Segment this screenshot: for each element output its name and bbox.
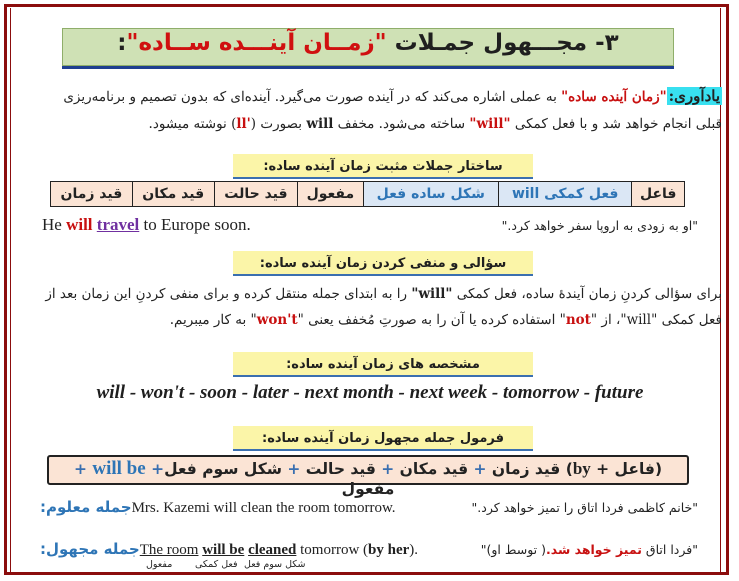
passive-object: The room xyxy=(139,542,199,558)
title-colon: : xyxy=(117,30,127,56)
cell-object: مفعول xyxy=(298,182,363,207)
cell-adverb-manner: قید حالت xyxy=(214,182,298,207)
under-verb: شکل سوم فعل xyxy=(244,559,306,570)
f-will-be: will be xyxy=(92,458,146,479)
positive-example-en xyxy=(42,215,251,235)
f-plus-5: + xyxy=(73,460,87,478)
q-text-2b: " استفاده کرده یا آن را به صورتِ مُخفف یعنی " xyxy=(297,312,566,328)
reminder-text-2a: قبلی انجام خواهد شد و با فعل کمکی xyxy=(510,116,722,132)
ex-en-a: He xyxy=(42,215,67,234)
passive-tail: tomorrow ( xyxy=(296,542,369,558)
formula-heading: فرمول جمله مجهول زمان آینده ساده: xyxy=(262,431,504,446)
title-underline xyxy=(62,66,674,69)
passive-end: ). xyxy=(409,542,419,558)
active-label: جمله معلوم: xyxy=(40,498,132,516)
passive-label: جمله مجهول: xyxy=(40,540,140,558)
cell-aux-will: فعل کمکی will xyxy=(498,182,631,207)
f-adverb-place: قید مکان xyxy=(394,460,474,478)
structure-table xyxy=(50,181,685,207)
f-plus-2: + xyxy=(381,460,395,478)
passive-verb: cleaned xyxy=(248,542,297,558)
active-fa: "خانم کاظمی فردا اتاق را تمیز خواهد کرد." xyxy=(471,500,698,515)
ex-en-verb: travel xyxy=(96,215,140,234)
title-number: ۳- مجـــهول جمـلات xyxy=(386,30,619,56)
q-text-1a: برای سؤالی کردنِ زمان آیندۀ ساده، فعل کمکی xyxy=(452,286,722,302)
q-text-2a: فعل کمکی "will"، از " xyxy=(590,312,722,328)
active-example xyxy=(40,497,396,517)
f-adverb-manner: قید حالت xyxy=(300,460,382,478)
f-subject: (فاعل + xyxy=(590,460,663,478)
f-by: by xyxy=(572,459,591,478)
question-heading: سؤالی و منفی کردن زمان آینده ساده: xyxy=(259,256,507,271)
passive-fa-red: تمیز خواهد شد. xyxy=(545,542,642,557)
under-object: مفعول xyxy=(146,559,173,570)
q-text-1b: را به ابتدای جمله منتقل کرده و برای منفی کردنِ این زمان بعد از xyxy=(45,286,412,302)
reminder-text-1: به عملی اشاره می‌کند که در آینده صورت می‌گیرد. آینده‌ای که بدون تصمیم و برنامه‌ریزی xyxy=(63,89,562,105)
q-not: not xyxy=(565,312,591,328)
question-line-1 xyxy=(30,282,722,307)
reminder-will-2: will xyxy=(306,116,334,132)
f-adverb-time: ) قید زمان xyxy=(486,460,573,478)
f-plus-3: + xyxy=(287,460,301,478)
reminder-ll: 'll xyxy=(236,116,251,132)
reminder-line-2 xyxy=(30,112,722,137)
reminder-text-2c: بصورت ( xyxy=(250,116,307,132)
f-object: مفعول xyxy=(341,480,395,498)
reminder-text-2d: ) نوشته میشود. xyxy=(148,116,237,132)
passive-fa xyxy=(440,542,698,557)
f-plus-4: + xyxy=(151,460,165,478)
reminder-term: "زمان آینده ساده" xyxy=(561,89,667,105)
markers-list: will - won't - soon - later - next month - next week - tomorrow - future xyxy=(96,382,644,403)
reminder-line-1 xyxy=(30,84,722,110)
passive-fa-b: ( توسط او)" xyxy=(480,542,546,557)
passive-formula xyxy=(47,458,689,498)
cell-adverb-place: قید مکان xyxy=(132,182,214,207)
under-aux: فعل کمکی xyxy=(195,559,238,570)
question-line-2 xyxy=(30,308,722,333)
passive-by: by her xyxy=(368,542,410,558)
cell-subject: فاعل xyxy=(632,182,685,207)
passive-fa-a: "فردا اتاق xyxy=(641,542,698,557)
title-quoted: "زمــان آینـــده ســاده" xyxy=(126,30,387,56)
ex-en-b: to Europe soon. xyxy=(139,215,251,234)
f-past-participle: شکل سوم فعل xyxy=(164,460,288,478)
passive-will-be: will be xyxy=(202,542,245,558)
structure-row xyxy=(51,182,685,207)
f-plus-1: + xyxy=(473,460,487,478)
reminder-label: یادآوری: xyxy=(668,87,720,105)
reminder-will: "will" xyxy=(469,116,511,132)
positive-example-fa: "او به زودی به اروپا سفر خواهد کرد." xyxy=(501,218,698,233)
cell-base-verb: شکل ساده فعل xyxy=(363,182,498,207)
cell-adverb-time: قید زمان xyxy=(51,182,133,207)
q-wont: won't xyxy=(256,312,298,328)
active-en: Mrs. Kazemi will clean the room tomorrow. xyxy=(131,500,396,516)
passive-example xyxy=(40,539,418,559)
markers-heading: مشخصه های زمان آینده ساده: xyxy=(286,357,480,372)
ex-en-will: will xyxy=(66,215,93,234)
q-text-2c: " به کار میبریم. xyxy=(169,312,257,328)
reminder-text-2b: ساخته می‌شود. مخفف xyxy=(333,116,470,132)
page-title xyxy=(62,30,674,56)
positive-heading: ساختار جملات مثبت زمان آینده ساده: xyxy=(263,159,503,174)
q-will: "will" xyxy=(411,286,453,302)
